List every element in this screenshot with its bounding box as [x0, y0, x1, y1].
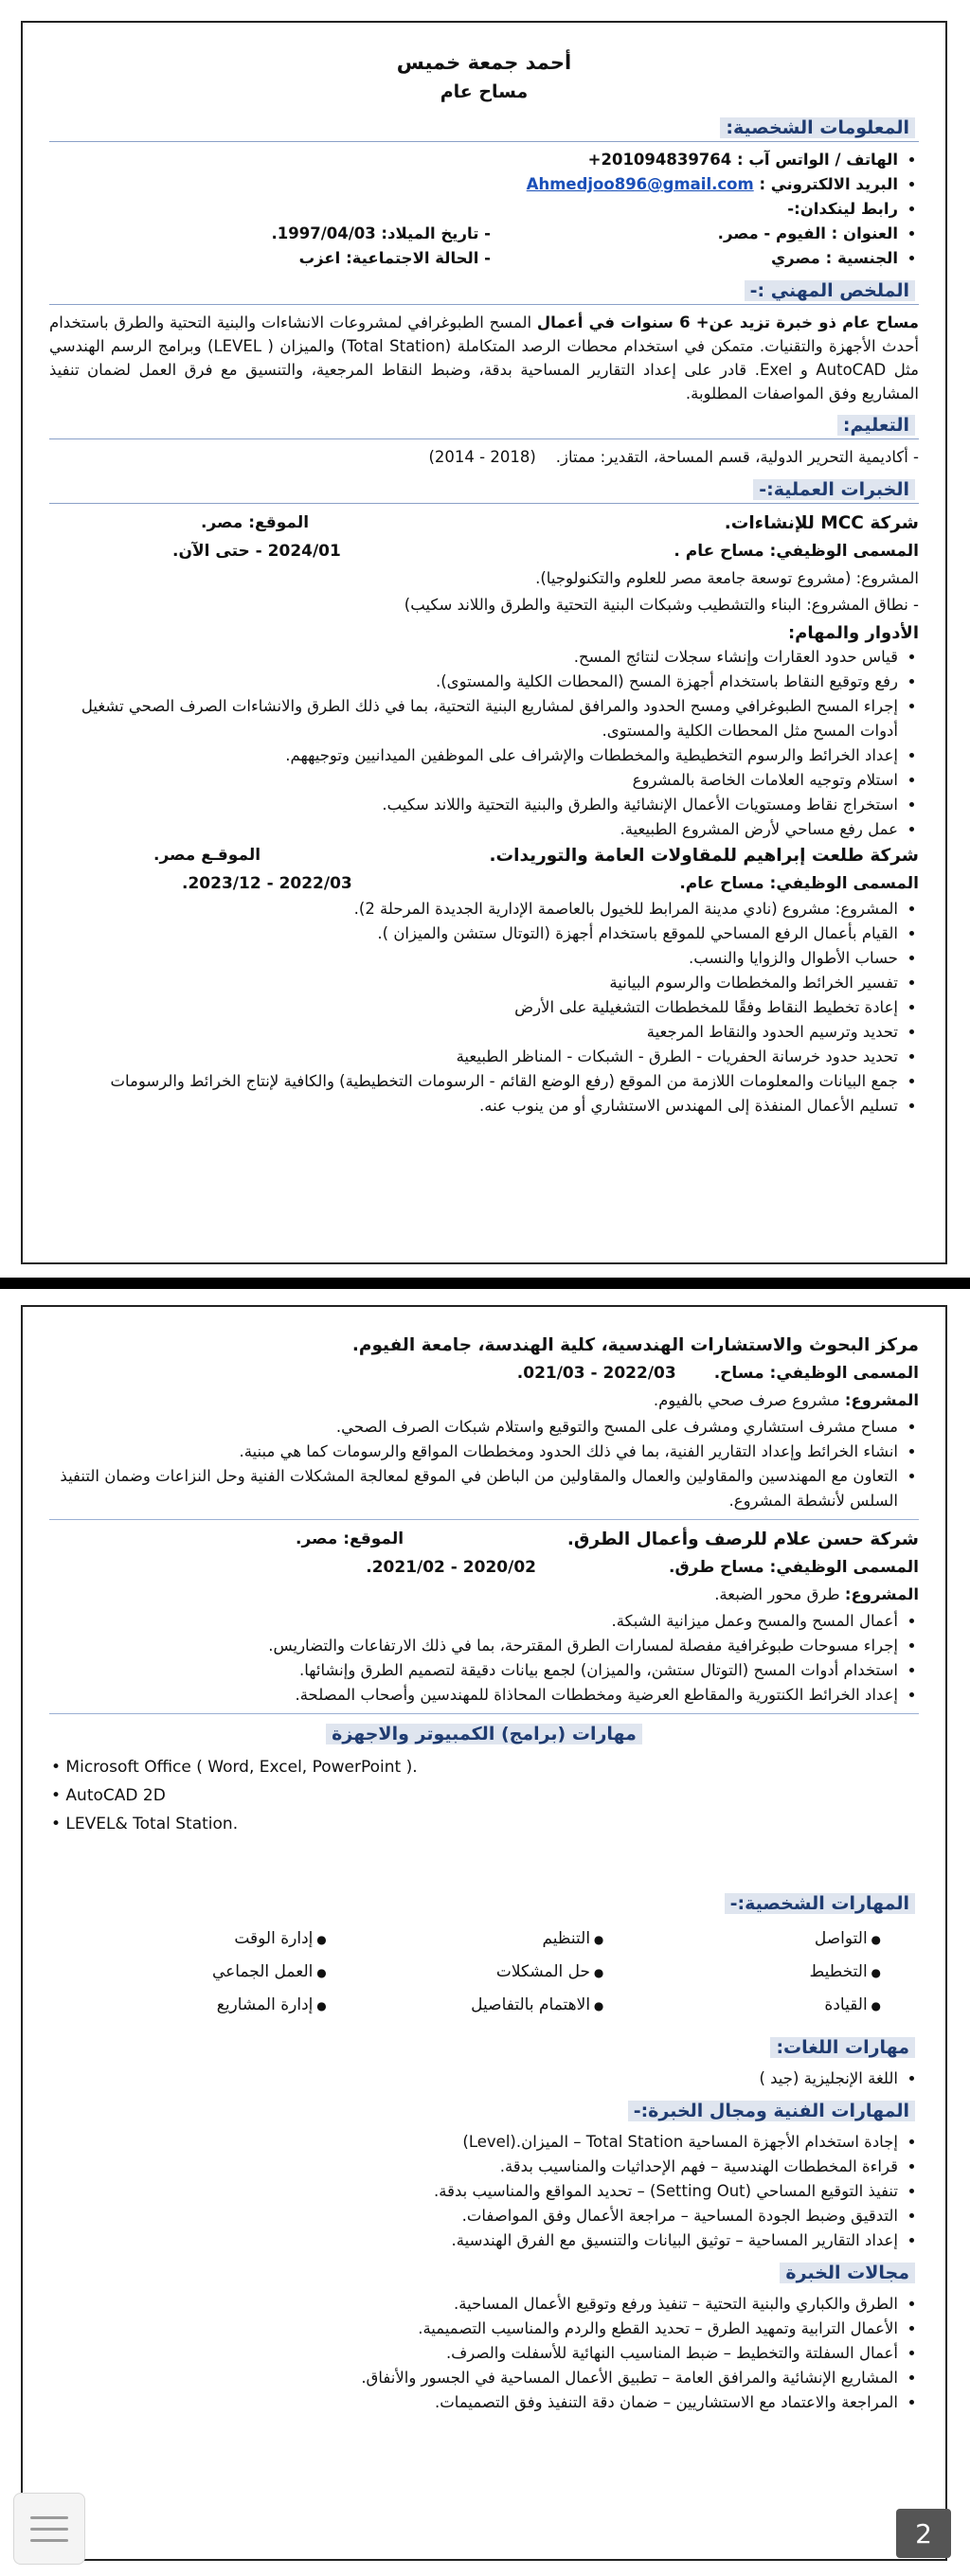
resume-page-2 — [21, 1305, 947, 2561]
list-item: • تفسير الخرائط والمخططات والرسوم البيانية — [49, 971, 898, 995]
skill-item: ● إدارة الوقت — [49, 1923, 327, 1956]
list-item: • تسليم الأعمال المنفذة إلى المهندس الاستشاري أو من ينوب عنه. — [49, 1094, 898, 1118]
list-item: • استخدام أدوات المسح (التوتال ستشن، والميزان) لجمع بيانات دقيقة لتصميم الطرق وإنشائها. — [49, 1658, 898, 1683]
nationality-row: • الجنسية : مصري- الحالة الاجتماعية: اعزب — [49, 246, 898, 271]
personal-info-list — [49, 148, 919, 271]
job1-project: المشروع: (مشروع توسعة جامعة مصر للعلوم والتكنولوجيا). — [535, 569, 919, 587]
list-item: • تحديد حدود خرسانة الحفريات - الطرق - الشبكات - المناظر الطبيعية — [49, 1045, 898, 1069]
list-item: • القيام بأعمال الرفع المساحي للموقع باستخدام أجهزة (التوتال ستشن والميزان ). — [49, 921, 898, 946]
list-item: • حساب الأطوال والزوايا والنسب. — [49, 946, 898, 971]
list-item: • AutoCAD 2D — [51, 1786, 166, 1805]
list-item: • انشاء الخرائط وإعداد التقارير الفنية، بما في ذلك الحدود ومخططات المواقع والرسومات كما هي مبنية. — [49, 1440, 898, 1464]
technical-heading: المهارات الفنية ومجال الخبرة:- — [49, 2099, 919, 2124]
skill-item: ● التواصل — [603, 1923, 881, 1956]
job3-position: المسمى الوظيفي: مساح. 2022/03 - 021/03. — [516, 1364, 919, 1383]
job2-header: شركة طلعت إبراهيم للمقاولات العامة والتوريدات. الموقـع مصر. — [153, 846, 919, 866]
list-item: • اللغة الإنجليزية (جيد ) — [49, 2066, 898, 2091]
skill-item: ● القيادة — [603, 1989, 881, 2022]
list-item: • إجراء المسح الطبوغرافي ومسح الحدود والمرافق لمشاريع البنية التحتية، بما في ذلك الطرق والانشاءات الصرف الصحي تشغيل أدوات المسح مثل المحطات الكلية والمستوى. — [49, 694, 898, 743]
candidate-role: مساح عام — [440, 81, 529, 102]
candidate-name: أحمد جمعة خميس — [396, 51, 572, 74]
job4-list — [49, 1609, 919, 1708]
list-item: • إجراء مسوحات طبوغرافية مفصلة لمسارات الطرق المقترحة، بما في ذلك الارتفاعات والتضاريس. — [49, 1634, 898, 1658]
list-item: • عمل رفع مساحي لأرض المشروع الطبيعية. — [49, 817, 898, 842]
linkedin-row: • رابط لينكدان:- — [49, 197, 898, 222]
job1-roles-heading: الأدوار والمهام: — [787, 623, 919, 643]
job4-project: المشروع: طرق محور الضبعة. — [714, 1585, 919, 1603]
list-item: • رفع وتوقيع النقاط باستخدام أجهزة المسح (المحطات الكلية والمستوى). — [49, 670, 898, 694]
list-item: • الأعمال الترابية وتمهيد الطرق – تحديد القطع والردم والمناسيب التصميمية. — [49, 2317, 898, 2341]
list-item: • المشروع: مشروع (نادي مدينة المرابط للخيول بالعاصمة الإدارية الجديدة المرحلة 2). — [49, 897, 898, 921]
job3-company: مركز البحوث والاستشارات الهندسية، كلية الهندسة، جامعة الفيوم. — [351, 1335, 919, 1355]
skill-item: ● التخطيط — [603, 1956, 881, 1989]
list-item: • Microsoft Office ( Word, Excel, PowerPoint ). — [51, 1758, 418, 1777]
technical-list — [49, 2130, 919, 2253]
skill-item: ● التنظيم — [327, 1923, 604, 1956]
job1-position: المسمى الوظيفي: مساح عام . 2024/01 - حتى الآن. — [172, 542, 919, 561]
job2-position: المسمى الوظيفي: مساح عام. 2022/03 - 2023/12. — [182, 874, 919, 893]
job1-scope: - نطاق المشروع: البناء والتشطيب وشبكات البنية التحتية والطرق واللاند سكيب) — [404, 596, 919, 614]
resume-page-1 — [21, 21, 947, 1264]
soft-skills-heading: المهارات الشخصية:- — [49, 1891, 919, 1917]
list-item: • إجادة استخدام الأجهزة المساحية Total Station – الميزان.(Level) — [49, 2130, 898, 2155]
education-heading: التعليم: — [49, 413, 919, 439]
divider — [49, 1713, 919, 1714]
list-item: • المشاريع الإنشائية والمرافق العامة – تطبيق الأعمال المساحية في الجسور والأنفاق. — [49, 2366, 898, 2390]
list-item: • إعداد الخرائط والرسوم التخطيطية والمخططات والإشراف على الموظفين الميدانيين وتوجيههم. — [49, 743, 898, 768]
menu-icon[interactable] — [13, 2493, 85, 2565]
experience-heading: الخبرات العملية:- — [49, 477, 919, 504]
list-item: • جمع البيانات والمعلومات اللازمة من الموقع (رفع الوضع القائم - الرسومات التخطيطية) والكافية لإنتاج الخرائط والرسومات — [49, 1069, 898, 1094]
list-item: • التعاون مع المهندسين والمقاولين والعمال والمقاولين من الباطن في الموقع لمعالجة المشكلات الفنية وحل النزاعات وضمان التنفيذ السلس لأنشطة المشروع. — [49, 1464, 898, 1513]
summary-heading: الملخص المهني :- — [49, 278, 919, 305]
fields-heading: مجالات الخبرة — [49, 2261, 919, 2286]
job3-project: المشروع: مشروع صرف صحي بالفيوم. — [653, 1391, 919, 1409]
list-item: • أعمال المسح والمسح وعمل ميزانية الشبكة. — [49, 1609, 898, 1634]
job4-header: شركة حسن علام للرصف وأعمال الطرق. الموقع: مصر. — [296, 1530, 919, 1549]
languages-heading: مهارات اللغات: — [49, 2035, 919, 2061]
list-item: • استلام وتوجيه العلامات الخاصة بالمشروع — [49, 768, 898, 793]
job2-list — [49, 897, 919, 1118]
email-row: • البريد الالكتروني : Ahmedjoo896@gmail.com — [49, 172, 898, 197]
languages-list — [49, 2066, 919, 2091]
skill-item: ● العمل الجماعي — [49, 1956, 327, 1989]
address-row: • العنوان : الفيوم - مصر.- تاريخ الميلاد: 1997/04/03. — [49, 222, 898, 246]
list-item: • المراجعة والاعتماد مع الاستشاريين – ضمان دقة التنفيذ وفق التصميمات. — [49, 2390, 898, 2415]
list-item: • إعادة تخطيط النقاط وفقًا للمخططات التشغيلية على الأرض — [49, 995, 898, 1020]
software-list — [49, 1753, 919, 1838]
summary-text: مساح عام ذو خبرة تزيد عن+ 6 سنوات في أعمال المسح الطبوغرافي لمشروعات الانشاءات والبنية التحتية والطرق باستخدام أحدث الأجهزة والتقنيات. متمكن في استخدام محطات الرصد المتكاملة (Total Station) والميزان ( LEVEL) وبرامج الرسم الهندسي مثل AutoCAD و Exel. قادر على إعداد التقارير المساحية بدقة، وضبط النقاط المرجعية، والتنسيق مع فرق العمل لضمان تنفيذ المشاريع وفق المواصفات المطلوبة. — [49, 313, 920, 402]
list-item: • LEVEL& Total Station. — [51, 1815, 239, 1834]
list-item: • قياس حدود العقارات وإنشاء سجلات لنتائج المسح. — [49, 645, 898, 670]
list-item: • أعمال السفلتة والتخطيط – ضبط المناسيب النهائية للأسفلت والصرف. — [49, 2341, 898, 2366]
soft-skills-grid — [49, 1923, 919, 2022]
fields-list — [49, 2292, 919, 2415]
list-item: • إعداد الخرائط الكنتورية والمقاطع العرضية ومخططات المحاذاة للمهندسين وأصحاب المصلحة. — [49, 1683, 898, 1708]
list-item: • الطرق والكباري والبنية التحتية – تنفيذ ورفع وتوقيع الأعمال المساحية. — [49, 2292, 898, 2317]
list-item: • استخراج نقاط ومستويات الأعمال الإنشائية والطرق والبنية التحتية واللاند سكيب. — [49, 793, 898, 817]
software-heading: مهارات (برامج) الكمبيوتر والاجهزة — [49, 1722, 919, 1747]
skill-item: ● الاهتمام بالتفاصيل — [327, 1989, 604, 2022]
job3-list — [49, 1415, 919, 1513]
email-link[interactable]: Ahmedjoo896@gmail.com — [526, 175, 754, 193]
personal-info-heading: المعلومات الشخصية: — [49, 116, 919, 142]
list-item: • إعداد التقارير المساحية – توثيق البيانات والتنسيق مع الفرق الهندسية. — [49, 2228, 898, 2253]
list-item: • تنفيذ التوقيع المساحي (Setting Out) – تحديد المواقع والمناسيب بدقة. — [49, 2179, 898, 2204]
job4-position: المسمى الوظيفي: مساح طرق. 2020/02 - 2021/02. — [366, 1558, 919, 1577]
skill-item: ● حل المشكلات — [327, 1956, 604, 1989]
list-item: • التدقيق وضبط الجودة المساحية – مراجعة الأعمال وفق المواصفات. — [49, 2204, 898, 2228]
phone-row: • الهاتف / الواتس آب : +201094839764 — [49, 148, 898, 172]
job1-roles-list — [49, 645, 919, 842]
list-item: • مساح مشرف استشاري ومشرف على المسح والتوقيع واستلام شبكات الصرف الصحي. — [49, 1415, 898, 1440]
list-item: • تحديد وترسيم الحدود والنقاط المرجعية — [49, 1020, 898, 1045]
education-text: - أكاديمية التحرير الدولية، قسم المساحة، التقدير: ممتاز. (2018 - 2014) — [428, 448, 919, 466]
page-separator — [0, 1278, 970, 1289]
job1-header: شركة MCC للإنشاءات. الموقع: مصر. — [201, 513, 919, 533]
list-item: • قراءة المخططات الهندسية – فهم الإحداثيات والمناسيب بدقة. — [49, 2155, 898, 2179]
skill-item: ● إدارة المشاريع — [49, 1989, 327, 2022]
page-number-badge: 2 — [896, 2509, 951, 2558]
divider — [49, 1519, 919, 1520]
